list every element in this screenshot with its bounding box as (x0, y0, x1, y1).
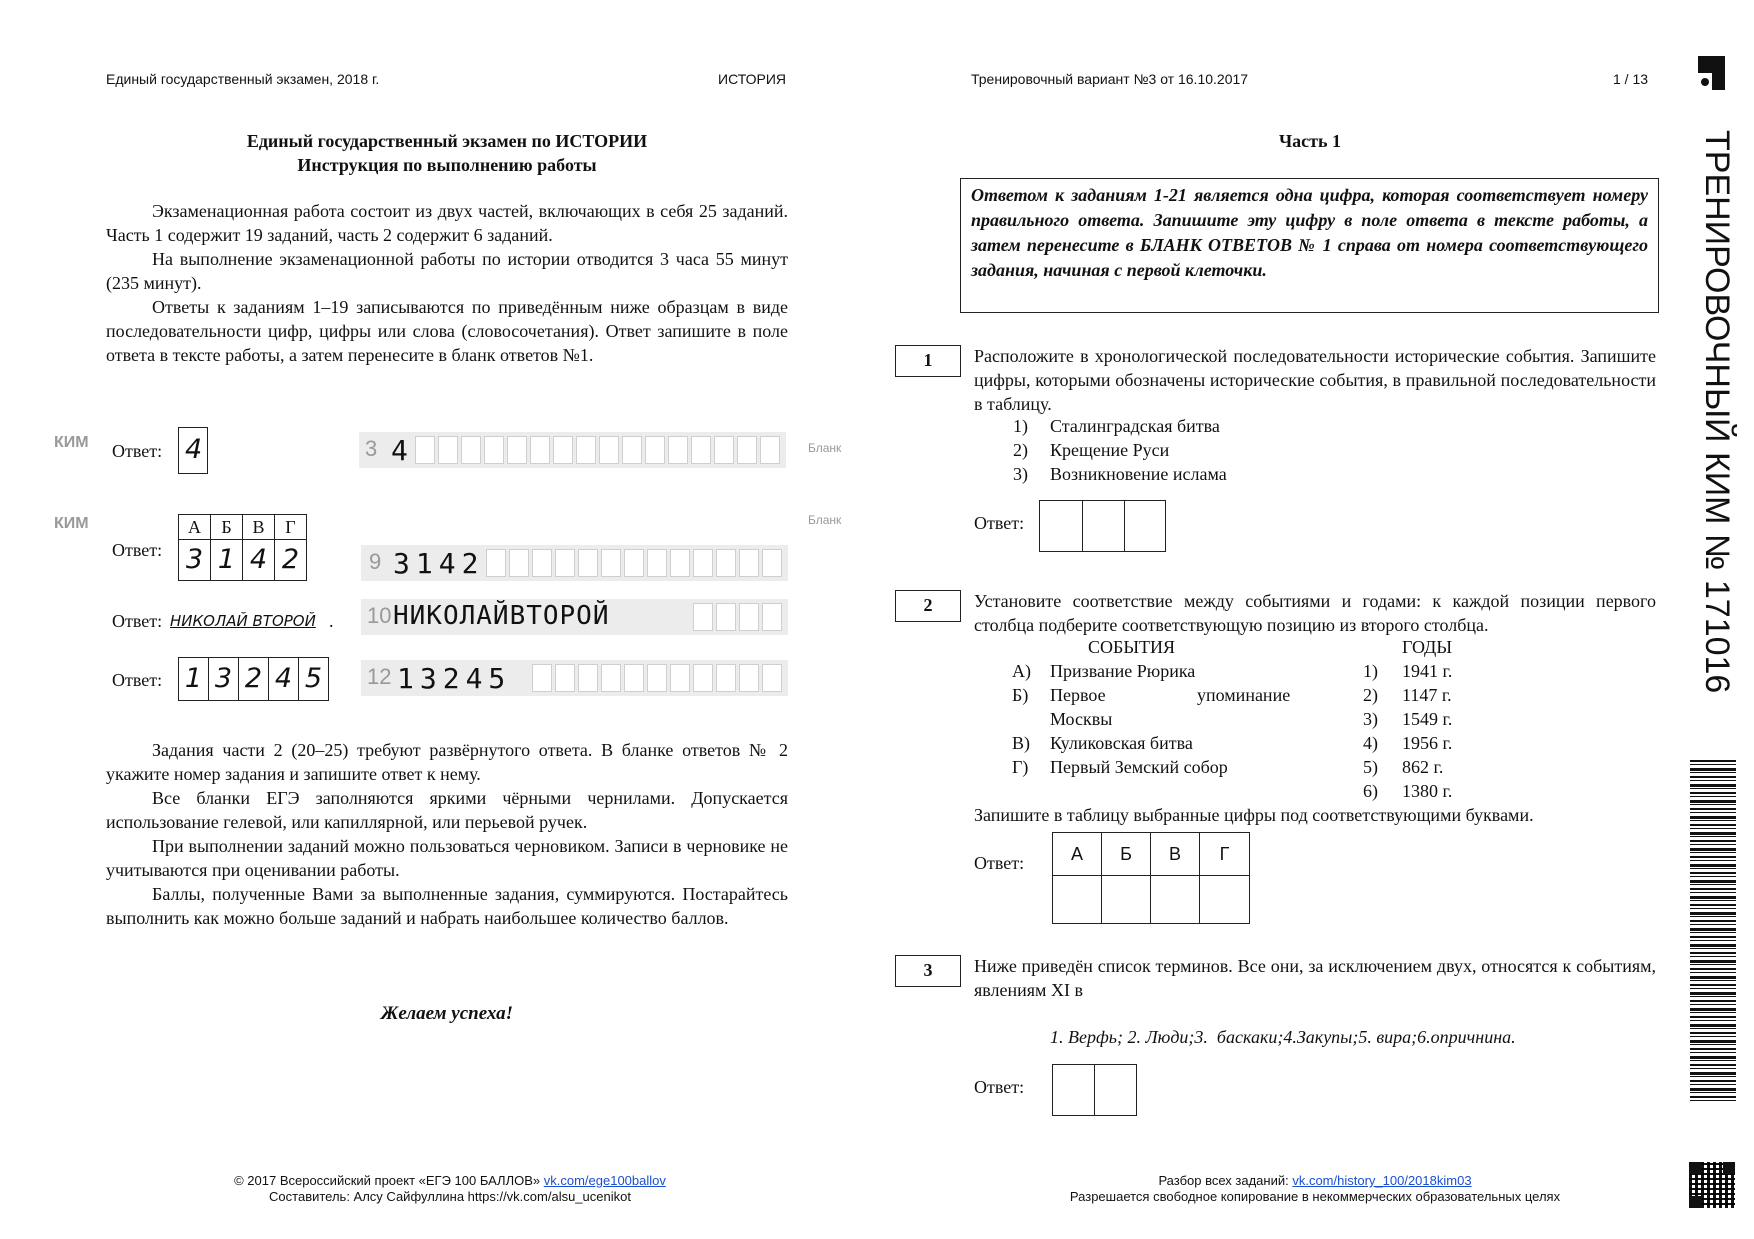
blank-strip-4 (361, 660, 788, 696)
year-text: 1549 г. (1402, 709, 1453, 729)
left-title-line1: Единый государственный экзамен по ИСТОРИИ (246, 131, 648, 151)
left-title-line2: Инструкция по выполнению работы (297, 155, 597, 175)
digit-cell: 1 (178, 657, 209, 701)
instruction-box (960, 178, 1659, 313)
q1-answer-cell-1[interactable] (1039, 500, 1083, 552)
kim-label: КИМ (54, 515, 89, 532)
blank-label: Бланк (808, 441, 842, 455)
digit-cell: 4 (242, 539, 275, 581)
strip-value: НИКОЛАЙВТОРОЙ (393, 601, 610, 631)
task-number-3: 3 (895, 955, 961, 987)
q3-terms: 1. Верфь; 2. Люди;3. баскаки;4.Закупы;5. вира;6.опричнина. (1050, 1027, 1516, 1047)
outro-paragraph: При выполнении заданий можно пользоваться черновиком. Записи в черновике не учитываются при оценивании работы. (106, 836, 788, 880)
footer-author: Составитель: Алсу Сайфуллина https://vk.com/alsu_ucenikot (269, 1189, 631, 1204)
q2-answer-cell-g[interactable] (1199, 875, 1250, 924)
year-number: 5) (1363, 757, 1378, 777)
year-text: 1956 г. (1402, 733, 1453, 753)
vertical-kim-label (1696, 130, 1736, 730)
instruction-text: Ответом к заданиям 1-21 является одна цифра, которая соответствует номеру правильного ответа. Запишите эту цифру в поле ответа в тексте работы, а затем перенесите в БЛАНК ОТВЕТОВ № 1 справа от номера соответствующего задания, начиная с первой клеточки. (971, 185, 1648, 280)
kim-label: КИМ (54, 434, 89, 451)
event-text: упоминание (1197, 685, 1291, 705)
outro-paragraph: Задания части 2 (20–25) требуют развёрнутого ответа. В бланке ответов № 2 укажите номер задания и запишите ответ к нему. (106, 740, 788, 784)
left-title (106, 129, 788, 177)
events-column-header: СОБЫТИЯ (1088, 637, 1176, 657)
q1-answer-cell-2[interactable] (1082, 500, 1125, 552)
intro-paragraph: Экзаменационная работа состоит из двух частей, включающих в себя 25 заданий. Часть 1 содержит 19 заданий, часть 2 содержит 6 заданий. (106, 201, 788, 245)
answer-letter-cell: В (1150, 832, 1200, 876)
letter-cell: Б (210, 514, 243, 540)
digit-cell: 3 (178, 539, 211, 581)
letter-cell: Г (274, 514, 307, 540)
answer-label: Ответ: (112, 540, 163, 560)
q1-item-text: Возникновение ислама (1050, 464, 1227, 484)
intro-paragraph: На выполнение экзаменационной работы по истории отводится 3 часа 55 минут (235 минут). (106, 249, 788, 293)
header-subject: ИСТОРИЯ (718, 71, 787, 87)
years-column-header: ГОДЫ (1402, 637, 1453, 657)
q2-text: Установите соответствие между событиями и годами: к каждой позиции первого столбца подберите соответствующую позицию из второго столбца. (974, 591, 1656, 635)
footer-right-line1 (1000, 1173, 1630, 1189)
q1-text: Расположите в хронологической последовательности исторические события. Запишите цифры, которыми обозначены исторические события, в правильной последовательности в таблицу. (974, 346, 1656, 414)
header-exam-title: Единый государственный экзамен, 2018 г. (106, 71, 380, 87)
strip-task-number: 12 (367, 664, 392, 689)
answer-label: Ответ: (974, 853, 1025, 873)
q3-answer-cell-2[interactable] (1094, 1064, 1137, 1116)
sample-letter-table (178, 514, 308, 581)
outro-text (106, 738, 788, 930)
digit-cell: 2 (274, 539, 307, 581)
q2-table-instruction: Запишите в таблицу выбранные цифры под соответствующими буквами. (974, 805, 1534, 825)
strip-value: 13245 (397, 662, 512, 695)
footer-left-line1 (180, 1173, 720, 1189)
footer-analysis-link[interactable]: vk.com/history_100/2018kim03 (1292, 1173, 1472, 1188)
q1-item-text: Сталинградская битва (1050, 416, 1220, 436)
strip-task-number: 9 (369, 549, 382, 574)
event-text: Первое (1050, 685, 1106, 705)
sample-word-answer: НИКОЛАЙ ВТОРОЙ (170, 612, 316, 630)
strip-task-number: 10 (367, 603, 392, 628)
intro-text (106, 199, 788, 367)
sample-sequence-table (178, 657, 328, 701)
year-text: 1941 г. (1402, 661, 1453, 681)
digit-cell: 2 (238, 657, 269, 701)
digit-cell: 1 (210, 539, 243, 581)
header-variant: Тренировочный вариант №3 от 16.10.2017 (971, 71, 1249, 87)
header-page-number: 1 / 13 (1613, 71, 1649, 87)
blank-strip-1 (359, 432, 786, 468)
q1-answer-cell-3[interactable] (1124, 500, 1166, 552)
answer-letter-cell: Б (1101, 832, 1151, 876)
strip-value: 3142 (393, 547, 485, 580)
qr-code-icon (1689, 1162, 1735, 1208)
blank-strip-2 (361, 545, 788, 581)
strip-task-number: 3 (365, 436, 378, 461)
sample-answer-value: 4 (185, 434, 203, 465)
q2-answer-cell-v[interactable] (1150, 875, 1200, 924)
answer-label: Ответ: (974, 513, 1025, 533)
answer-label: Ответ: (112, 670, 163, 690)
year-text: 862 г. (1402, 757, 1444, 777)
footer-right (1000, 1173, 1630, 1205)
footer-copy-permission: Разрешается свободное копирование в некоммерческих образовательных целях (1069, 1189, 1561, 1204)
vertical-kim-text: ТРЕНИРОВОЧНЫЙ КИМ № 171016 (1698, 130, 1736, 694)
task-number-2: 2 (895, 590, 961, 622)
footer-analysis-label: Разбор всех заданий: (1158, 1173, 1293, 1188)
answer-dot: . (329, 611, 334, 631)
q1-item-number: 3) (1013, 464, 1028, 484)
q1-item-text: Крещение Руси (1050, 440, 1170, 460)
event-letter: Г) (1012, 757, 1029, 777)
event-text: Куликовская битва (1050, 733, 1193, 753)
barcode-icon (1690, 760, 1736, 1102)
footer-copyright: © 2017 Всероссийский проект «ЕГЭ 100 БАЛЛОВ» (234, 1173, 544, 1188)
digit-cell: 4 (268, 657, 299, 701)
answer-label: Ответ: (112, 611, 163, 631)
year-number: 1) (1363, 661, 1378, 681)
q2-answer-cell-a[interactable] (1052, 875, 1102, 924)
q3-answer-cell-1[interactable] (1052, 1064, 1095, 1116)
answer-letter-cell: Г (1199, 832, 1250, 876)
event-letter: Б) (1012, 685, 1029, 705)
q1-item-number: 2) (1013, 440, 1028, 460)
answer-label: Ответ: (974, 1077, 1025, 1097)
event-letter: А) (1012, 661, 1031, 681)
q1-item-number: 1) (1013, 416, 1028, 436)
year-number: 4) (1363, 733, 1378, 753)
outro-paragraph: Баллы, полученные Вами за выполненные задания, суммируются. Постарайтесь выполнить как можно больше заданий и набрать наибольшее количество баллов. (106, 884, 788, 928)
digit-cell: 5 (298, 657, 329, 701)
q3-text: Ниже приведён список терминов. Все они, за исключением двух, относятся к событиям, явлениям XI в (974, 956, 1656, 1000)
sample-answer-box (178, 427, 208, 474)
part-title: Часть 1 (1278, 131, 1342, 151)
digit-cell: 3 (208, 657, 239, 701)
answer-letter-cell: А (1052, 832, 1102, 876)
answer-label: Ответ: (112, 441, 163, 461)
blank-strip-3 (361, 599, 788, 635)
event-text: Первый Земский собор (1050, 757, 1228, 777)
year-text: 1380 г. (1402, 781, 1453, 801)
q2-answer-table (1052, 832, 1250, 924)
q2-answer-cell-b[interactable] (1101, 875, 1151, 924)
strip-value: 4 (391, 434, 414, 467)
letter-cell: В (242, 514, 275, 540)
task-number-1: 1 (895, 345, 961, 377)
blank-label: Бланк (808, 513, 842, 527)
footer-project-link[interactable]: vk.com/ege100ballov (543, 1173, 666, 1188)
event-text: Призвание Рюрика (1050, 661, 1196, 681)
event-letter: В) (1012, 733, 1030, 753)
letter-cell: А (178, 514, 211, 540)
year-text: 1147 г. (1402, 685, 1452, 705)
wish-text: Желаем успеха! (380, 1003, 514, 1024)
intro-paragraph: Ответы к заданиям 1–19 записываются по приведённым ниже образцам в виде последовательности цифр, цифры или слова (словосочетания). Ответ запишите в поле ответа в тексте работы, а затем перенесите в бланк ответов №1. (106, 297, 788, 365)
year-number: 6) (1363, 781, 1378, 801)
year-number: 2) (1363, 685, 1378, 705)
footer-left (180, 1173, 720, 1205)
corner-marker-icon (1698, 56, 1725, 90)
year-number: 3) (1363, 709, 1378, 729)
event-text: Москвы (1050, 709, 1113, 729)
outro-paragraph: Все бланки ЕГЭ заполняются яркими чёрными чернилами. Допускается использование гелевой, или капиллярной, или перьевой ручек. (106, 788, 788, 832)
